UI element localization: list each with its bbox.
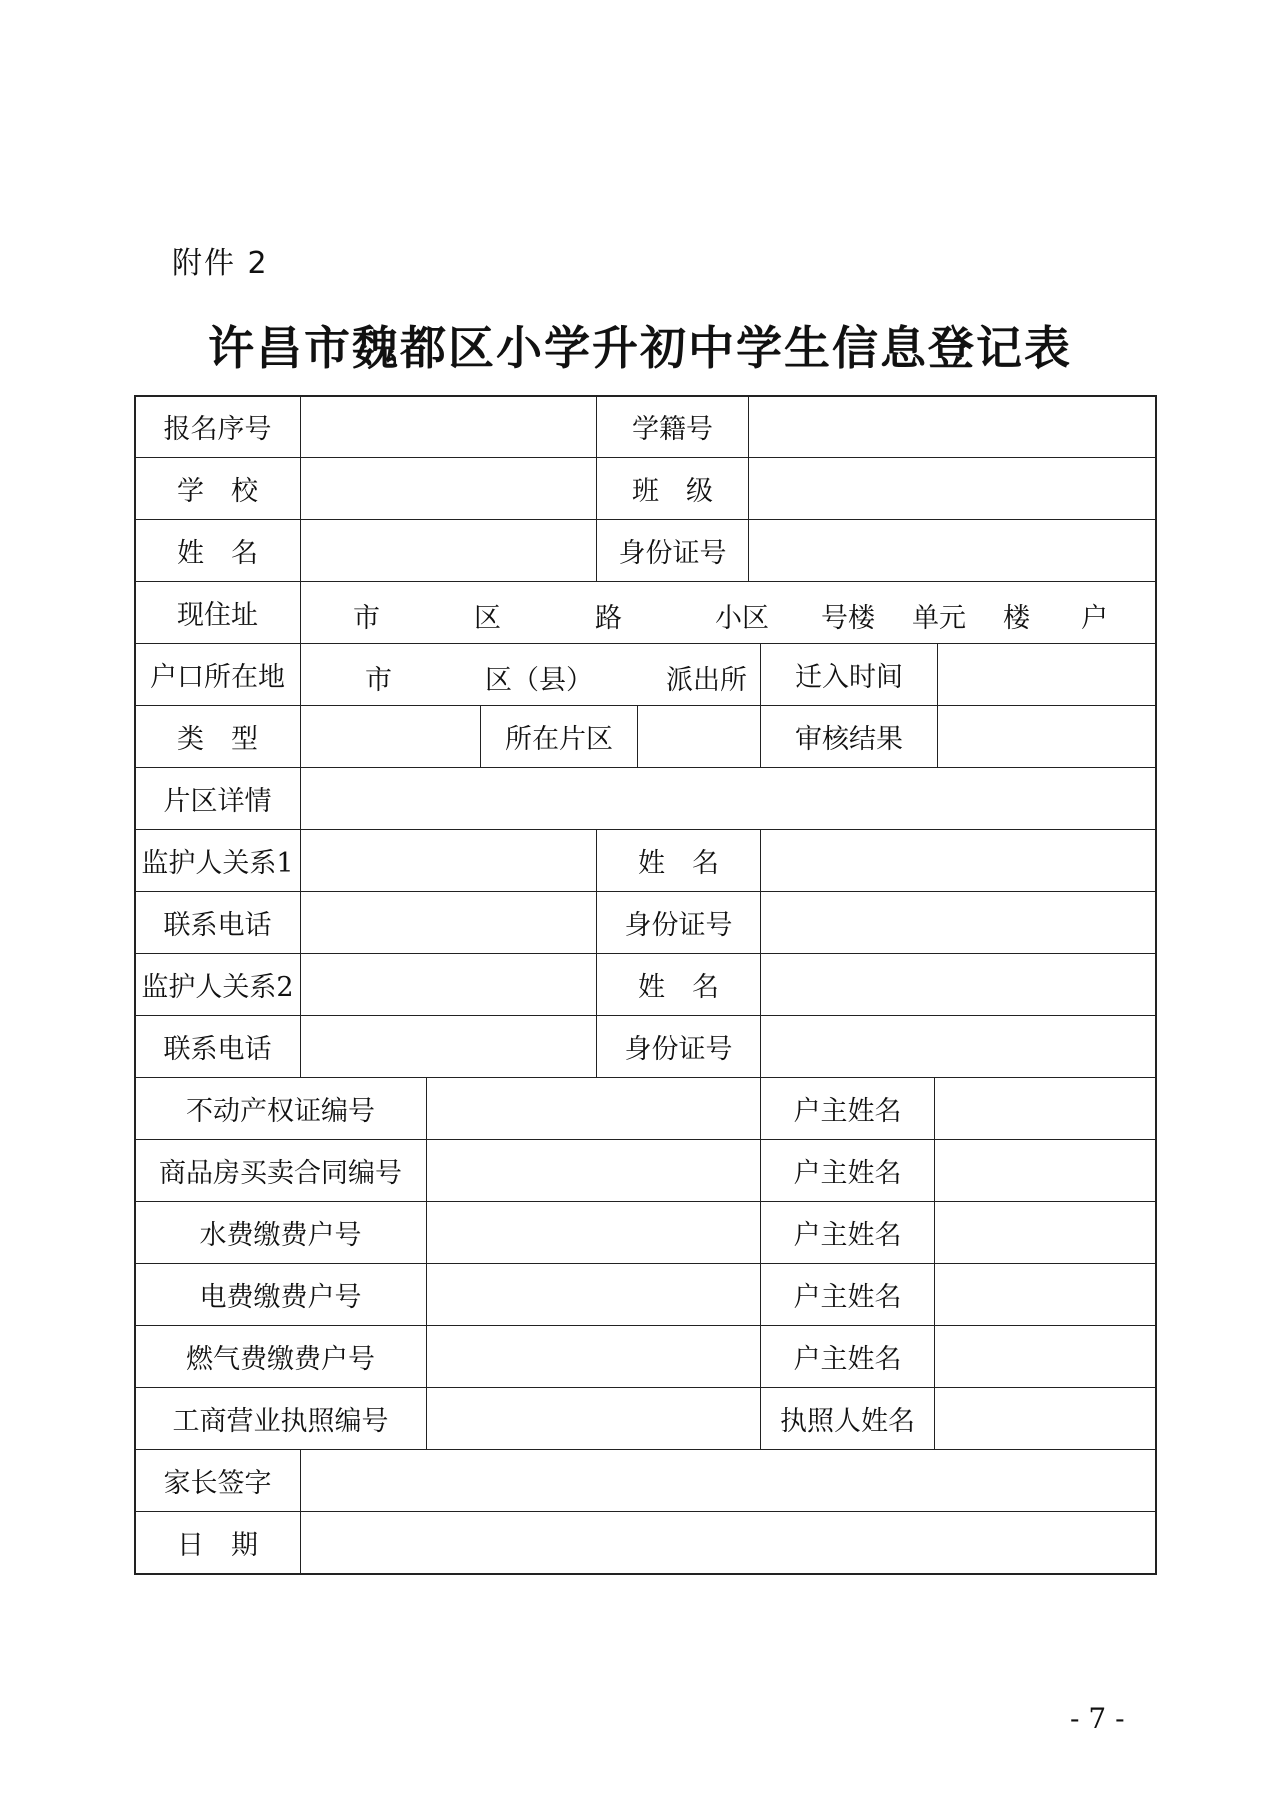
label-registration-number: 报名序号 (163, 414, 272, 445)
field-name[interactable] (301, 520, 596, 581)
field-class[interactable] (749, 458, 1155, 519)
label-guardian-relation-2: 监护人关系2 (141, 972, 294, 1003)
attachment-label: 附件 2 (172, 246, 269, 281)
field-guardian-id-1[interactable] (761, 892, 1155, 953)
field-registration-number[interactable] (301, 396, 596, 457)
field-water-account-number[interactable] (427, 1202, 760, 1263)
field-electricity-account-number[interactable] (427, 1264, 760, 1325)
field-guardian-relation-1[interactable] (301, 830, 596, 891)
field-id-number[interactable] (749, 520, 1155, 581)
label-zone-details: 片区详情 (163, 786, 272, 817)
field-license-holder-name[interactable] (935, 1388, 1155, 1449)
field-owner-name-property[interactable] (935, 1078, 1155, 1139)
field-parent-signature[interactable] (301, 1450, 1155, 1511)
address-city-label: 市 (353, 603, 380, 634)
field-student-id[interactable] (749, 396, 1155, 457)
address-unit-label: 单元 (912, 603, 966, 634)
label-owner-name-water: 户主姓名 (793, 1220, 902, 1251)
label-guardian-id-2: 身份证号 (624, 1034, 733, 1065)
field-household-registration[interactable] (301, 644, 760, 705)
field-date[interactable] (301, 1512, 1155, 1573)
field-owner-name-electricity[interactable] (935, 1264, 1155, 1325)
field-guardian-phone-1[interactable] (301, 892, 596, 953)
field-purchase-contract-number[interactable] (427, 1140, 760, 1201)
address-room-label: 户 (1081, 603, 1108, 634)
field-move-in-time[interactable] (938, 644, 1155, 705)
field-district-zone[interactable] (638, 706, 760, 767)
label-owner-name-contract: 户主姓名 (793, 1158, 902, 1189)
label-water-account-number: 水费缴费户号 (199, 1220, 362, 1251)
label-guardian-name-2: 姓 名 (638, 972, 719, 1003)
label-gas-account-number: 燃气费缴费户号 (186, 1344, 375, 1375)
label-student-id: 学籍号 (632, 414, 713, 445)
label-guardian-id-1: 身份证号 (624, 910, 733, 941)
field-guardian-relation-2[interactable] (301, 954, 596, 1015)
label-class: 班 级 (632, 476, 713, 507)
label-guardian-phone-2: 联系电话 (163, 1034, 272, 1065)
label-owner-name-property: 户主姓名 (793, 1096, 902, 1127)
page-number: - 7 - (1070, 1702, 1125, 1735)
address-road-label: 路 (595, 603, 622, 634)
label-property-certificate-number: 不动产权证编号 (186, 1096, 375, 1127)
label-household-registration: 户口所在地 (150, 662, 285, 693)
label-name: 姓 名 (177, 538, 258, 569)
label-business-license-number: 工商营业执照编号 (172, 1406, 389, 1437)
label-parent-signature: 家长签字 (163, 1468, 272, 1499)
field-guardian-name-1[interactable] (761, 830, 1155, 891)
label-move-in-time: 迁入时间 (795, 662, 903, 693)
household-district-county-label: 区（县） (485, 665, 593, 696)
field-owner-name-contract[interactable] (935, 1140, 1155, 1201)
label-purchase-contract-number: 商品房买卖合同编号 (159, 1158, 402, 1189)
label-date: 日 期 (177, 1530, 258, 1561)
label-school: 学 校 (177, 476, 258, 507)
field-school[interactable] (301, 458, 596, 519)
address-building-label: 号楼 (821, 603, 875, 634)
field-guardian-name-2[interactable] (761, 954, 1155, 1015)
field-guardian-id-2[interactable] (761, 1016, 1155, 1077)
field-current-address[interactable] (301, 582, 1155, 643)
form-title: 许昌市魏都区小学升初中学生信息登记表 (208, 321, 1072, 375)
label-guardian-phone-1: 联系电话 (163, 910, 272, 941)
field-type[interactable] (301, 706, 480, 767)
field-business-license-number[interactable] (427, 1388, 760, 1449)
field-property-certificate-number[interactable] (427, 1078, 760, 1139)
field-owner-name-water[interactable] (935, 1202, 1155, 1263)
label-district-zone: 所在片区 (505, 724, 613, 755)
field-gas-account-number[interactable] (427, 1326, 760, 1387)
field-review-result[interactable] (938, 706, 1155, 767)
address-district-label: 区 (474, 603, 501, 634)
label-owner-name-gas: 户主姓名 (793, 1344, 902, 1375)
label-current-address: 现住址 (177, 600, 258, 631)
label-owner-name-electricity: 户主姓名 (793, 1282, 902, 1313)
label-review-result: 审核结果 (795, 724, 903, 755)
label-guardian-relation-1: 监护人关系1 (141, 848, 294, 879)
field-zone-details[interactable] (301, 768, 1155, 829)
household-city-label: 市 (365, 665, 392, 696)
label-id-number: 身份证号 (618, 538, 727, 569)
household-police-station-label: 派出所 (666, 665, 747, 696)
address-floor-label: 楼 (1003, 603, 1030, 634)
field-owner-name-gas[interactable] (935, 1326, 1155, 1387)
label-guardian-name-1: 姓 名 (638, 848, 719, 879)
label-license-holder-name: 执照人姓名 (780, 1406, 915, 1437)
address-community-label: 小区 (715, 603, 769, 634)
field-guardian-phone-2[interactable] (301, 1016, 596, 1077)
label-electricity-account-number: 电费缴费户号 (199, 1282, 362, 1313)
label-type: 类 型 (177, 724, 258, 755)
